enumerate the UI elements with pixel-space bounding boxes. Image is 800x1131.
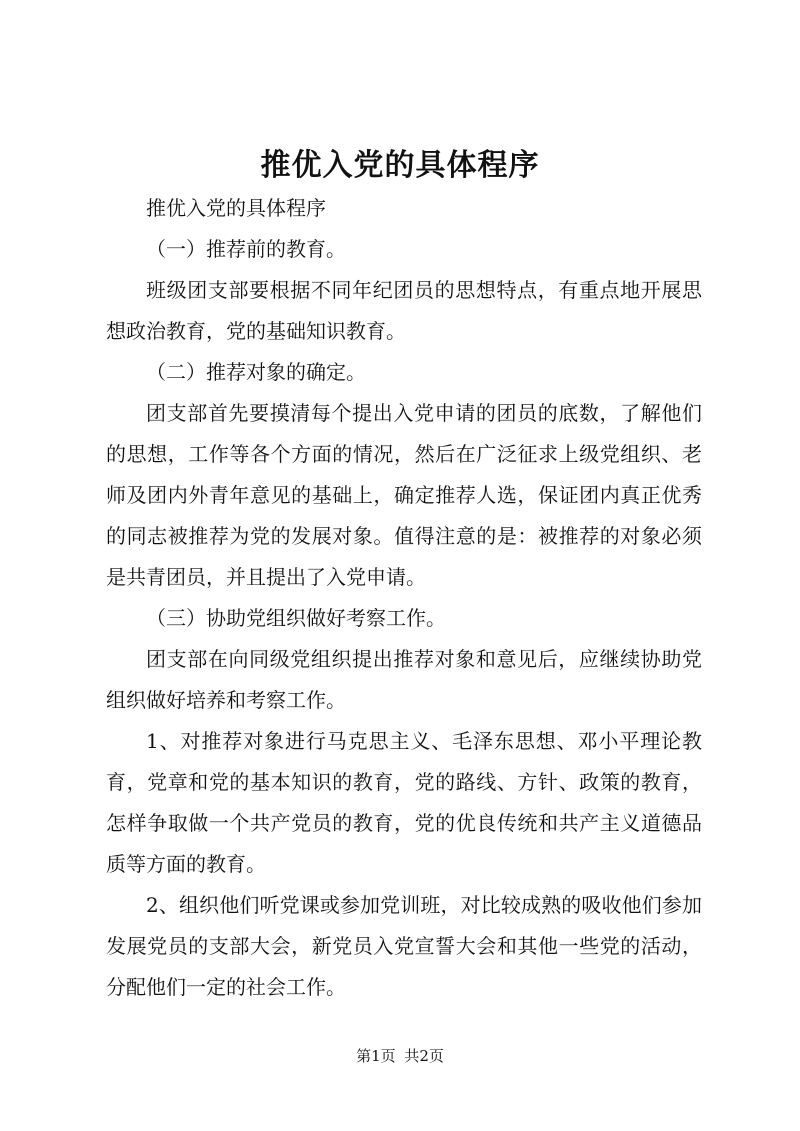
paragraph: 团支部首先要摸清每个提出入党申请的团员的底数，了解他们的思想，工作等各个方面的情况，然后在广泛征求上级党组织、老师及团内外青年意见的基础上，确定推荐人选，保证团内真正优秀的同志被推荐为党的发展对象。值得注意的是：被推荐的对象必须是共青团员，并且提出了入党申请。 [106,401,702,589]
list-item-1: 1、对推荐对象进行马克思主义、毛泽东思想、邓小平理论教育，党章和党的基本知识的教育，党的路线、方针、政策的教育，怎样争取做一个共产党员的教育，党的优良传统和共产主义道德品质等方面的教育。 [106,729,702,876]
section-heading-2: （二）推荐对象的确定。 [146,360,366,384]
paragraph: 团支部在向同级党组织提出推荐对象和意见后，应继续协助党组织做好培养和考察工作。 [106,647,702,712]
list-item-2: 2、组织他们听党课或参加党训班，对比较成熟的吸收他们参加发展党员的支部大会，新党员入党宣誓大会和其他一些党的活动，分配他们一定的社会工作。 [106,893,702,999]
section-heading-3: （三）协助党组织做好考察工作。 [146,606,446,630]
paragraph-subtitle: 推优入党的具体程序 [146,196,326,220]
paragraph: 班级团支部要根据不同年纪团员的思想特点，有重点地开展思想政治教育，党的基础知识教育。 [106,278,702,343]
document-body [106,188,702,1008]
page-footer: 第1页 共2页 [356,1047,444,1065]
section-heading-1: （一）推荐前的教育。 [146,237,346,261]
document-title: 推优入党的具体程序 [260,148,540,183]
